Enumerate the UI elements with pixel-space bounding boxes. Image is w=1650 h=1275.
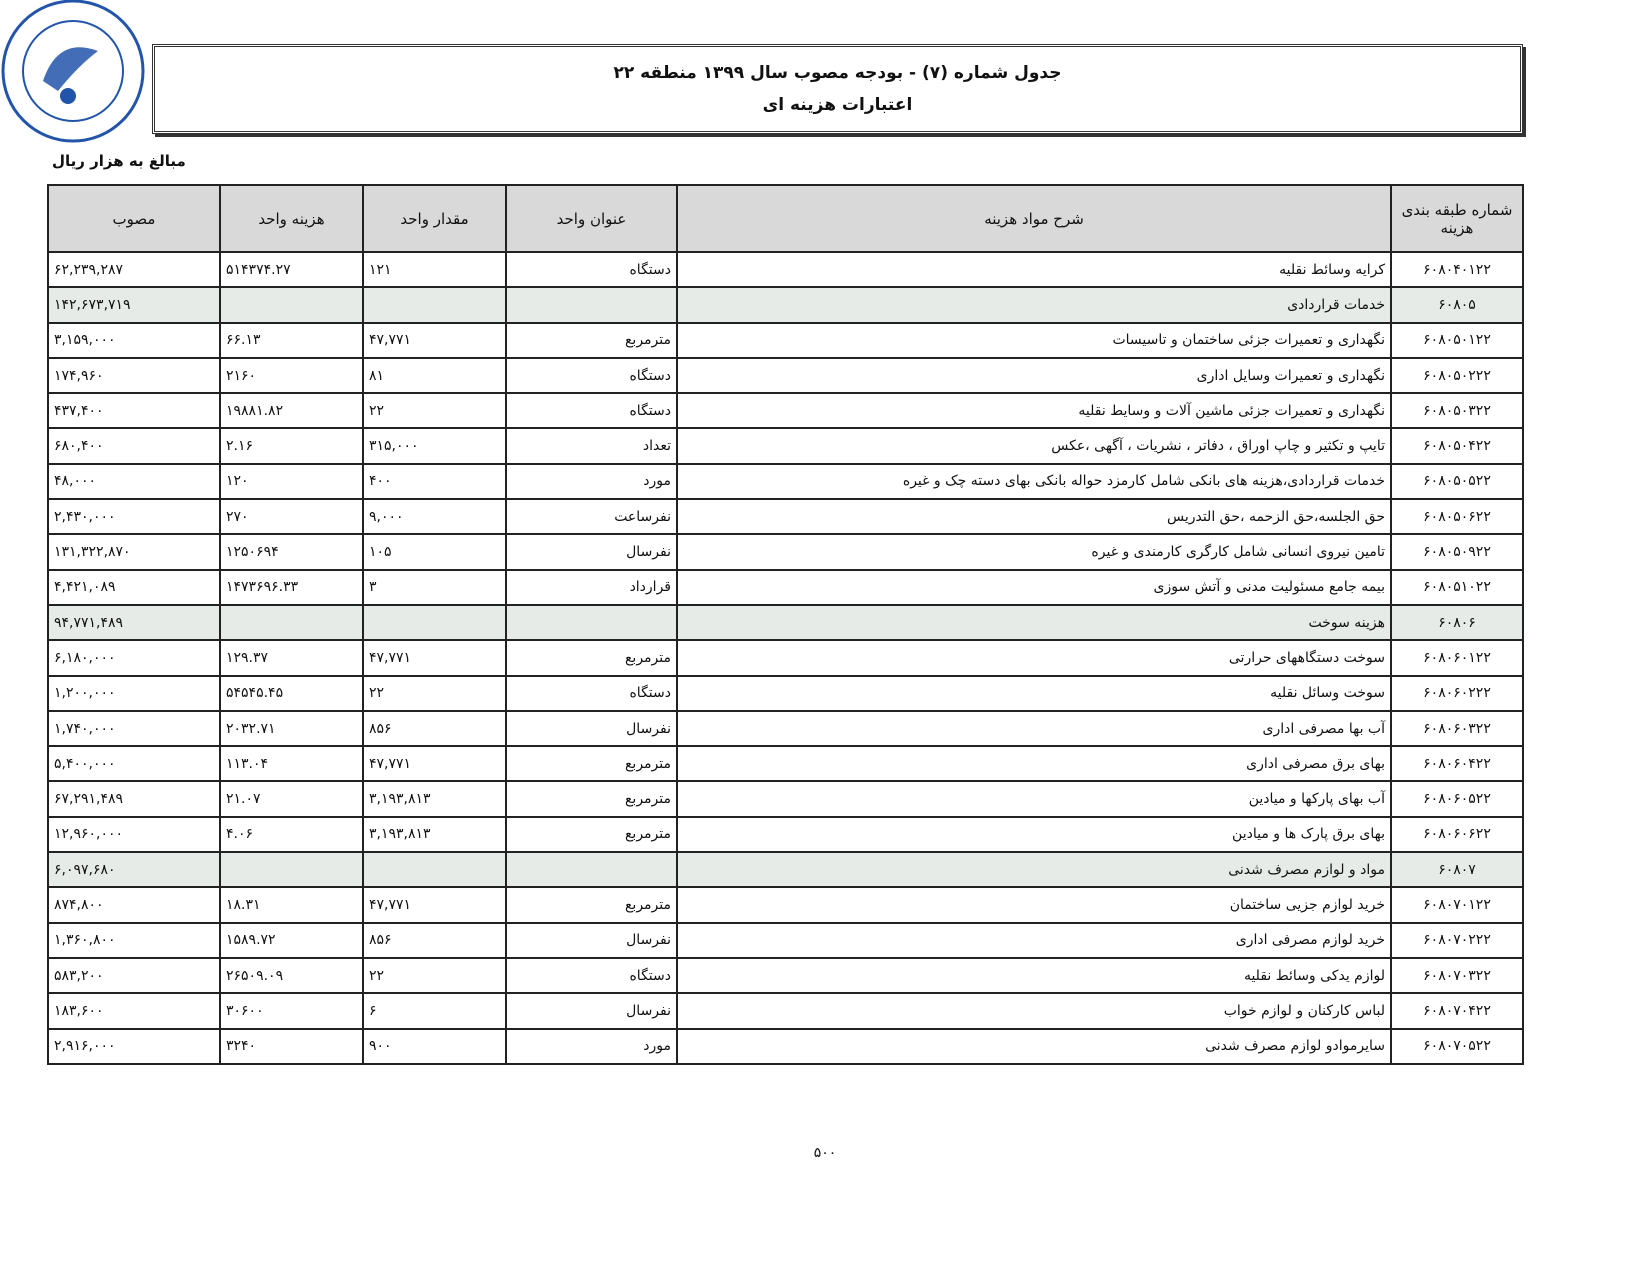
cell-unit: دستگاه bbox=[506, 358, 677, 393]
cell-unit-cost: ۱۱۳.۰۴ bbox=[220, 746, 363, 781]
cell-unit bbox=[506, 605, 677, 640]
table-row bbox=[48, 676, 1523, 711]
cell-quantity: ۸۱ bbox=[363, 358, 506, 393]
cell-code: ۶۰۸۰۵۰۳۲۲ bbox=[1391, 393, 1523, 428]
cell-unit-cost: ۱۲۰ bbox=[220, 464, 363, 499]
cell-unit: مترمربع bbox=[506, 640, 677, 675]
cell-quantity: ۴۷,۷۷۱ bbox=[363, 746, 506, 781]
cell-approved: ۳,۱۵۹,۰۰۰ bbox=[48, 323, 220, 358]
cell-approved: ۱۸۳,۶۰۰ bbox=[48, 993, 220, 1028]
cell-approved: ۸۷۴,۸۰۰ bbox=[48, 887, 220, 922]
cell-code: ۶۰۸۰۶۰۲۲۲ bbox=[1391, 676, 1523, 711]
cell-approved: ۵۸۳,۲۰۰ bbox=[48, 958, 220, 993]
table-row bbox=[48, 993, 1523, 1028]
cell-code: ۶۰۸۰۷ bbox=[1391, 852, 1523, 887]
cell-description: بهای برق مصرفی اداری bbox=[677, 746, 1391, 781]
page-subtitle: اعتبارات هزینه ای bbox=[762, 95, 913, 115]
cell-unit-cost: ۲۶۵۰۹.۰۹ bbox=[220, 958, 363, 993]
header-approved: مصوب bbox=[48, 185, 220, 252]
table-row bbox=[48, 923, 1523, 958]
cell-code: ۶۰۸۰۷۰۳۲۲ bbox=[1391, 958, 1523, 993]
cell-code: ۶۰۸۰۵۰۲۲۲ bbox=[1391, 358, 1523, 393]
cell-unit-cost: ۲۰۳۲.۷۱ bbox=[220, 711, 363, 746]
cell-code: ۶۰۸۰۵ bbox=[1391, 287, 1523, 322]
cell-description: لباس کارکنان و لوازم خواب bbox=[677, 993, 1391, 1028]
cell-approved: ۶۸۰,۴۰۰ bbox=[48, 428, 220, 463]
header-unit: عنوان واحد bbox=[506, 185, 677, 252]
cell-unit-cost: ۱۹۸۸۱.۸۲ bbox=[220, 393, 363, 428]
cell-code: ۶۰۸۰۶۰۵۲۲ bbox=[1391, 781, 1523, 816]
cell-unit-cost: ۱۴۷۳۶۹۶.۳۳ bbox=[220, 570, 363, 605]
title-box bbox=[152, 44, 1523, 134]
cell-approved: ۹۴,۷۷۱,۴۸۹ bbox=[48, 605, 220, 640]
cell-description: تایپ و تکثیر و چاپ اوراق ، دفاتر ، نشریات ، آگهی ،عکس bbox=[677, 428, 1391, 463]
cell-approved: ۶۷,۲۹۱,۴۸۹ bbox=[48, 781, 220, 816]
cell-code: ۶۰۸۰۵۰۶۲۲ bbox=[1391, 499, 1523, 534]
cell-description: خدمات قراردادی bbox=[677, 287, 1391, 322]
table-row bbox=[48, 464, 1523, 499]
cell-quantity: ۲۲ bbox=[363, 393, 506, 428]
cell-quantity: ۴۰۰ bbox=[363, 464, 506, 499]
cell-unit: مورد bbox=[506, 464, 677, 499]
cell-unit: دستگاه bbox=[506, 393, 677, 428]
cell-unit: تعداد bbox=[506, 428, 677, 463]
council-seal-stamp bbox=[0, 0, 148, 146]
cell-approved: ۱,۷۴۰,۰۰۰ bbox=[48, 711, 220, 746]
cell-approved: ۱,۳۶۰,۸۰۰ bbox=[48, 923, 220, 958]
cell-quantity: ۳,۱۹۳,۸۱۳ bbox=[363, 781, 506, 816]
cell-quantity: ۲۲ bbox=[363, 676, 506, 711]
cell-description: آب بهای پارکها و میادین bbox=[677, 781, 1391, 816]
cell-description: نگهداری و تعمیرات وسایل اداری bbox=[677, 358, 1391, 393]
cell-code: ۶۰۸۰۷۰۴۲۲ bbox=[1391, 993, 1523, 1028]
cell-unit: مورد bbox=[506, 1029, 677, 1064]
cell-unit: دستگاه bbox=[506, 252, 677, 287]
cell-code: ۶۰۸۰۴۰۱۲۲ bbox=[1391, 252, 1523, 287]
cell-unit-cost bbox=[220, 852, 363, 887]
table-row bbox=[48, 358, 1523, 393]
cell-unit: دستگاه bbox=[506, 958, 677, 993]
cell-unit: مترمربع bbox=[506, 746, 677, 781]
cell-unit: نفرسال bbox=[506, 711, 677, 746]
cell-approved: ۱۴۲,۶۷۳,۷۱۹ bbox=[48, 287, 220, 322]
cell-unit-cost: ۲۱.۰۷ bbox=[220, 781, 363, 816]
table-subtotal-row bbox=[48, 852, 1523, 887]
cell-quantity bbox=[363, 605, 506, 640]
cell-unit: مترمربع bbox=[506, 887, 677, 922]
header-code: شماره طبقه بندی هزینه bbox=[1391, 185, 1523, 252]
cell-unit: نفرساعت bbox=[506, 499, 677, 534]
cell-unit-cost: ۳۲۴۰ bbox=[220, 1029, 363, 1064]
table-row bbox=[48, 711, 1523, 746]
table-subtotal-row bbox=[48, 605, 1523, 640]
cell-approved: ۴۳۷,۴۰۰ bbox=[48, 393, 220, 428]
cell-description: خرید لوازم مصرفی اداری bbox=[677, 923, 1391, 958]
table-row bbox=[48, 393, 1523, 428]
table-row bbox=[48, 499, 1523, 534]
cell-code: ۶۰۸۰۶۰۳۲۲ bbox=[1391, 711, 1523, 746]
cell-quantity: ۳۱۵,۰۰۰ bbox=[363, 428, 506, 463]
cell-code: ۶۰۸۰۶ bbox=[1391, 605, 1523, 640]
cell-quantity bbox=[363, 287, 506, 322]
cell-unit-cost: ۱۲۹.۳۷ bbox=[220, 640, 363, 675]
cell-quantity: ۹۰۰ bbox=[363, 1029, 506, 1064]
page-number: ۵۰۰ bbox=[813, 1145, 837, 1161]
table-row bbox=[48, 570, 1523, 605]
cell-approved: ۱,۲۰۰,۰۰۰ bbox=[48, 676, 220, 711]
units-note: مبالغ به هزار ریال bbox=[52, 152, 186, 170]
table-header-row bbox=[48, 185, 1523, 252]
cell-description: نگهداری و تعمیرات جزئی ساختمان و تاسیسات bbox=[677, 323, 1391, 358]
cell-quantity: ۶ bbox=[363, 993, 506, 1028]
cell-code: ۶۰۸۰۶۰۱۲۲ bbox=[1391, 640, 1523, 675]
cell-unit: مترمربع bbox=[506, 781, 677, 816]
cell-approved: ۵,۴۰۰,۰۰۰ bbox=[48, 746, 220, 781]
cell-unit-cost: ۳۰۶۰۰ bbox=[220, 993, 363, 1028]
cell-unit-cost: ۵۱۴۳۷۴.۲۷ bbox=[220, 252, 363, 287]
header-description: شرح مواد هزینه bbox=[677, 185, 1391, 252]
cell-quantity: ۸۵۶ bbox=[363, 923, 506, 958]
cell-description: لوازم یدکی وسائط نقلیه bbox=[677, 958, 1391, 993]
cell-quantity: ۴۷,۷۷۱ bbox=[363, 887, 506, 922]
cell-quantity: ۴۷,۷۷۱ bbox=[363, 323, 506, 358]
table-row bbox=[48, 534, 1523, 569]
cell-description: کرایه وسائط نقلیه bbox=[677, 252, 1391, 287]
cell-quantity: ۲۲ bbox=[363, 958, 506, 993]
cell-quantity: ۱۰۵ bbox=[363, 534, 506, 569]
cell-unit: دستگاه bbox=[506, 676, 677, 711]
cell-description: سایرموادو لوازم مصرف شدنی bbox=[677, 1029, 1391, 1064]
cell-description: سوخت دستگاههای حرارتی bbox=[677, 640, 1391, 675]
cell-approved: ۱۳۱,۳۲۲,۸۷۰ bbox=[48, 534, 220, 569]
table-row bbox=[48, 640, 1523, 675]
table-row bbox=[48, 428, 1523, 463]
cell-unit-cost: ۲.۱۶ bbox=[220, 428, 363, 463]
cell-approved: ۱۷۴,۹۶۰ bbox=[48, 358, 220, 393]
cell-approved: ۴,۴۲۱,۰۸۹ bbox=[48, 570, 220, 605]
cell-unit-cost: ۶۶.۱۳ bbox=[220, 323, 363, 358]
cell-quantity: ۹,۰۰۰ bbox=[363, 499, 506, 534]
cell-quantity bbox=[363, 852, 506, 887]
cell-code: ۶۰۸۰۶۰۶۲۲ bbox=[1391, 817, 1523, 852]
budget-table bbox=[47, 184, 1524, 1065]
cell-description: هزینه سوخت bbox=[677, 605, 1391, 640]
cell-code: ۶۰۸۰۵۰۴۲۲ bbox=[1391, 428, 1523, 463]
table-row bbox=[48, 781, 1523, 816]
cell-quantity: ۸۵۶ bbox=[363, 711, 506, 746]
cell-unit-cost: ۱۵۸۹.۷۲ bbox=[220, 923, 363, 958]
cell-code: ۶۰۸۰۵۰۹۲۲ bbox=[1391, 534, 1523, 569]
cell-unit-cost: ۴.۰۶ bbox=[220, 817, 363, 852]
cell-quantity: ۱۲۱ bbox=[363, 252, 506, 287]
cell-code: ۶۰۸۰۵۰۵۲۲ bbox=[1391, 464, 1523, 499]
cell-approved: ۶,۰۹۷,۶۸۰ bbox=[48, 852, 220, 887]
cell-code: ۶۰۸۰۵۰۱۲۲ bbox=[1391, 323, 1523, 358]
cell-code: ۶۰۸۰۷۰۵۲۲ bbox=[1391, 1029, 1523, 1064]
cell-quantity: ۳ bbox=[363, 570, 506, 605]
page-title: جدول شماره (۷) - بودجه مصوب سال ۱۳۹۹ منطقه ۲۲ bbox=[613, 63, 1062, 83]
cell-description: خدمات قراردادی،هزینه های بانکی شامل کارمزد حواله بانکی بهای دسته چک و غیره bbox=[677, 464, 1391, 499]
table-row bbox=[48, 887, 1523, 922]
cell-description: مواد و لوازم مصرف شدنی bbox=[677, 852, 1391, 887]
cell-description: سوخت وسائل نقلیه bbox=[677, 676, 1391, 711]
table-row bbox=[48, 252, 1523, 287]
cell-code: ۶۰۸۰۶۰۴۲۲ bbox=[1391, 746, 1523, 781]
cell-unit: مترمربع bbox=[506, 323, 677, 358]
table-row bbox=[48, 746, 1523, 781]
cell-unit-cost: ۲۱۶۰ bbox=[220, 358, 363, 393]
cell-approved: ۲,۹۱۶,۰۰۰ bbox=[48, 1029, 220, 1064]
cell-approved: ۴۸,۰۰۰ bbox=[48, 464, 220, 499]
table-row bbox=[48, 1029, 1523, 1064]
table-row bbox=[48, 817, 1523, 852]
cell-description: حق الجلسه،حق الزحمه ،حق التدریس bbox=[677, 499, 1391, 534]
cell-code: ۶۰۸۰۷۰۱۲۲ bbox=[1391, 887, 1523, 922]
cell-unit-cost bbox=[220, 605, 363, 640]
cell-approved: ۱۲,۹۶۰,۰۰۰ bbox=[48, 817, 220, 852]
cell-quantity: ۳,۱۹۳,۸۱۳ bbox=[363, 817, 506, 852]
cell-unit bbox=[506, 852, 677, 887]
cell-approved: ۲,۴۳۰,۰۰۰ bbox=[48, 499, 220, 534]
cell-unit-cost: ۱۲۵۰۶۹۴ bbox=[220, 534, 363, 569]
header-unit-cost: هزینه واحد bbox=[220, 185, 363, 252]
cell-description: بیمه جامع مسئولیت مدنی و آتش سوزی bbox=[677, 570, 1391, 605]
cell-unit: نفرسال bbox=[506, 534, 677, 569]
cell-description: بهای برق پارک ها و میادین bbox=[677, 817, 1391, 852]
cell-description: تامین نیروی انسانی شامل کارگری کارمندی و غیره bbox=[677, 534, 1391, 569]
table-subtotal-row bbox=[48, 287, 1523, 322]
cell-description: نگهداری و تعمیرات جزئی ماشین آلات و وسایط نقلیه bbox=[677, 393, 1391, 428]
header-quantity: مقدار واحد bbox=[363, 185, 506, 252]
cell-unit bbox=[506, 287, 677, 322]
cell-unit: مترمربع bbox=[506, 817, 677, 852]
cell-code: ۶۰۸۰۵۱۰۲۲ bbox=[1391, 570, 1523, 605]
cell-description: خرید لوازم جزیی ساختمان bbox=[677, 887, 1391, 922]
cell-description: آب بها مصرفی اداری bbox=[677, 711, 1391, 746]
table-row bbox=[48, 323, 1523, 358]
cell-code: ۶۰۸۰۷۰۲۲۲ bbox=[1391, 923, 1523, 958]
cell-unit-cost: ۵۴۵۴۵.۴۵ bbox=[220, 676, 363, 711]
table-row bbox=[48, 958, 1523, 993]
cell-approved: ۶۲,۲۳۹,۲۸۷ bbox=[48, 252, 220, 287]
cell-quantity: ۴۷,۷۷۱ bbox=[363, 640, 506, 675]
cell-unit: نفرسال bbox=[506, 993, 677, 1028]
cell-unit: قرارداد bbox=[506, 570, 677, 605]
cell-approved: ۶,۱۸۰,۰۰۰ bbox=[48, 640, 220, 675]
cell-unit-cost bbox=[220, 287, 363, 322]
cell-unit-cost: ۱۸.۳۱ bbox=[220, 887, 363, 922]
cell-unit: نفرسال bbox=[506, 923, 677, 958]
cell-unit-cost: ۲۷۰ bbox=[220, 499, 363, 534]
